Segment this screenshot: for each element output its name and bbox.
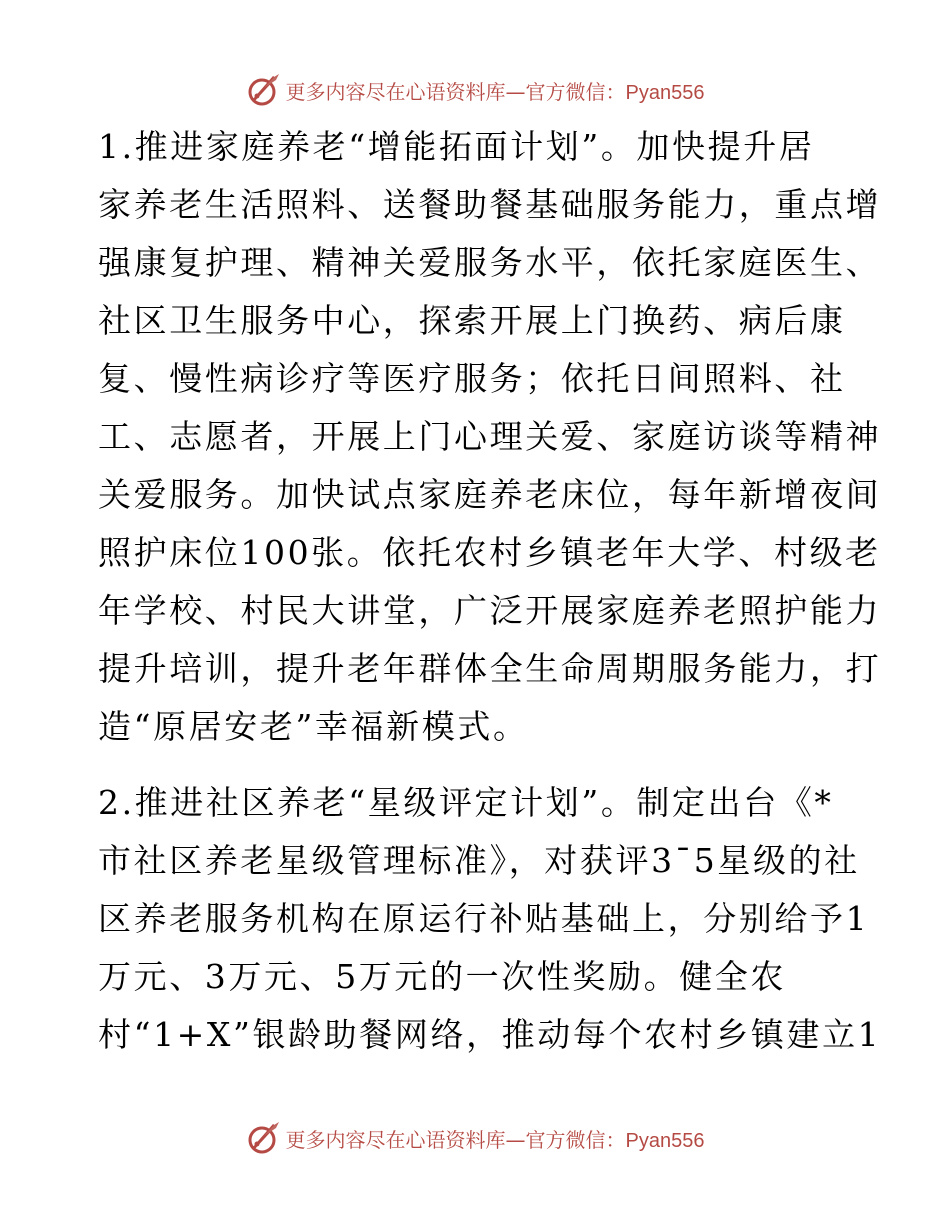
paragraph-1-line-3: 强康复护理、精神关爱服务水平，依托家庭医生、: [98, 243, 882, 282]
paragraph-2-line-2: 市社区养老星级管理标准》，对获评3¯5星级的社: [98, 841, 860, 880]
paragraph-2-line-4: 万元、3万元、5万元的一次性奖励。健全农: [98, 957, 786, 996]
paragraph-2-line-1: 2.推进社区养老“星级评定计划”。制定出台《*: [98, 783, 834, 822]
paragraph-1-line-11: 造“原居安老”幸福新模式。: [98, 707, 529, 746]
paragraph-1-line-7: 关爱服务。加快试点家庭养老床位，每年新增夜间: [98, 475, 882, 514]
paragraph-1-line-8: 照护床位100张。依托农村乡镇老年大学、村级老: [98, 533, 881, 572]
header-watermark: [0, 70, 950, 110]
watermark-text-cn: 更多内容尽在心语资料库—官方微信：: [285, 1127, 626, 1152]
watermark-text-cn: 更多内容尽在心语资料库—官方微信：: [285, 79, 626, 104]
paragraph-1-line-5: 复、慢性病诊疗等医疗服务；依托日间照料、社: [98, 359, 846, 398]
paragraph-1-line-9: 年学校、村民大讲堂，广泛开展家庭养老照护能力: [98, 591, 882, 630]
paragraph-1-line-1: 1.推进家庭养老“增能拓面计划”。加快提升居: [98, 127, 815, 166]
watermark-text: [286, 76, 705, 105]
feather-logo-icon: [246, 72, 282, 108]
paragraph-2-line-3: 区养老服务机构在原运行补贴基础上，分别给予1: [98, 899, 870, 938]
paragraph-1-line-10: 提升培训，提升老年群体全生命周期服务能力，打: [98, 649, 882, 688]
watermark-text-id: Pyan556: [625, 1129, 705, 1152]
paragraph-1-line-6: 工、志愿者，开展上门心理关爱、家庭访谈等精神: [98, 417, 882, 456]
watermark-text: [286, 1124, 705, 1153]
paragraph-1-line-2: 家养老生活照料、送餐助餐基础服务能力，重点增: [98, 185, 882, 224]
feather-logo-icon: [246, 1120, 282, 1156]
footer-watermark: [0, 1118, 950, 1158]
watermark-text-id: Pyan556: [625, 81, 705, 104]
paragraph-1-line-4: 社区卫生服务中心，探索开展上门换药、病后康: [98, 301, 846, 340]
paragraph-2-line-5: 村“1+X”银龄助餐网络，推动每个农村乡镇建立1: [98, 1015, 882, 1054]
